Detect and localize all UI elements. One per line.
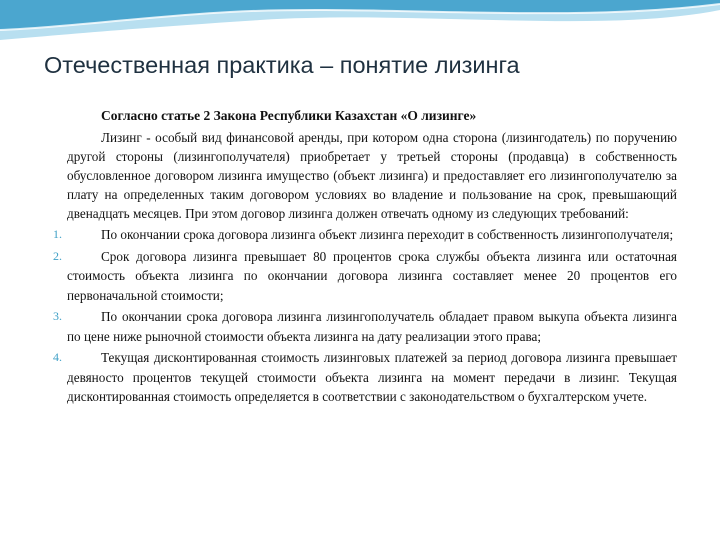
- law-reference-heading: Согласно статье 2 Закона Республики Казахстан «О лизинге»: [101, 108, 477, 123]
- item-text: По окончании срока договора лизинга лизингополучатель обладает правом выкупа объекта лизинга по цене ниже рыночной стоимости объекта лизинга на дату реализации этого права;: [67, 309, 677, 344]
- item-number: 4.: [53, 350, 62, 364]
- requirement-item-2: [53, 247, 677, 306]
- leasing-definition: Лизинг - особый вид финансовой аренды, при котором одна сторона (лизингодатель) по поручению другой стороны (лизингополучателя) приобретает у третьей стороны (продавца) в собственность обусловленное договором лизинга имущество (объект лизинга) и предоставляет его лизингополучателю за плату на определенных таким договором условиях во владение и пользование на срок, превышающий двенадцать месяцев. При этом договор лизинга должен отвечать одному из следующих требований:: [67, 130, 677, 221]
- item-text: Срок договора лизинга превышает 80 процентов срока службы объекта лизинга или остаточная стоимость объекта лизинга по окончании договора лизинга составляет менее 20 процентов его первоначальной стоимости;: [67, 248, 677, 303]
- requirement-item-3: [53, 307, 677, 346]
- item-text: Текущая дисконтированная стоимость лизинговых платежей за период договора лизинга превышает девяносто процентов текущей стоимости объекта лизинга на момент передачи в лизинг. Текущая дисконтированная стоимость определяется в соответствии с законодательством о бухгалтерском учете.: [67, 350, 677, 404]
- slide-title: Отечественная практика – понятие лизинга: [44, 52, 520, 78]
- slide-content: [53, 106, 677, 407]
- header-wave-decoration: [0, 0, 720, 60]
- item-text: По окончании срока договора лизинга объект лизинга переходит в собственность лизингополучателя;: [101, 227, 674, 242]
- requirement-item-1: [53, 225, 677, 245]
- item-number: 3.: [53, 309, 62, 323]
- item-number: 1.: [53, 227, 62, 241]
- requirement-item-4: [53, 348, 677, 407]
- item-number: 2.: [53, 248, 62, 263]
